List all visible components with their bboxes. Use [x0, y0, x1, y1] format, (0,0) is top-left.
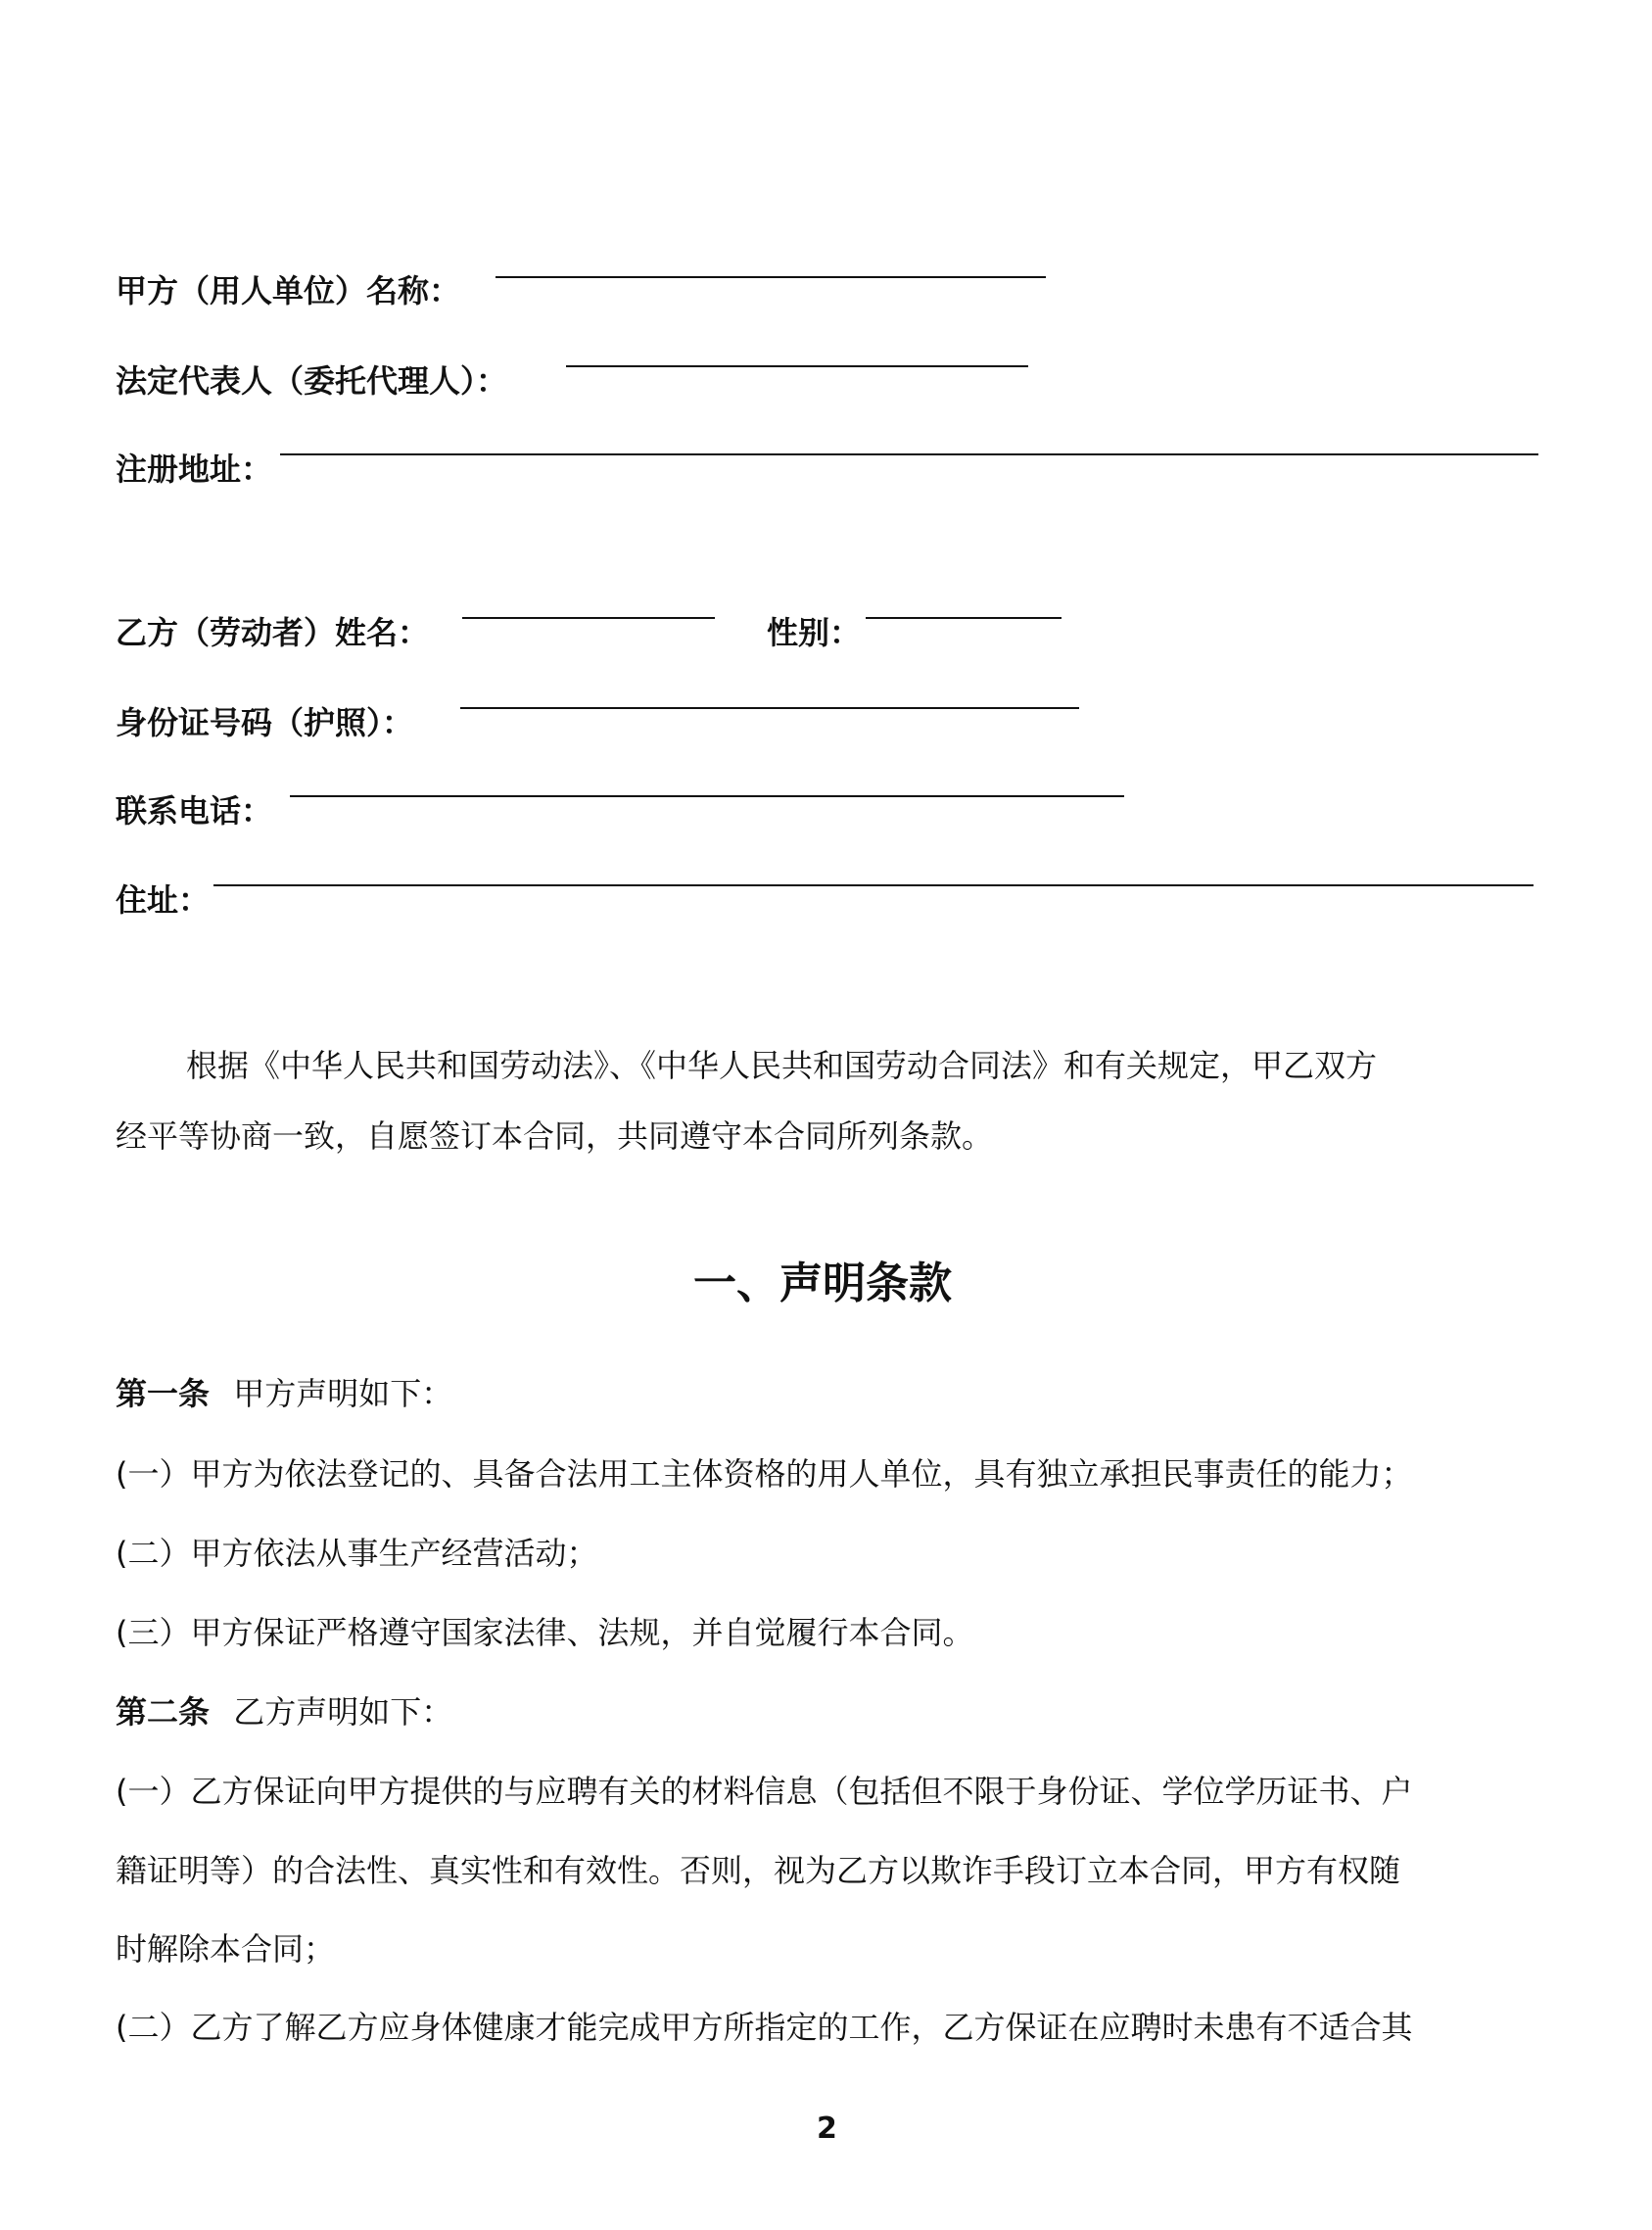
party-b-phone-field[interactable] — [290, 795, 1124, 797]
article-2-heading: 第二条 — [116, 1693, 211, 1731]
article-1-text: 甲方声明如下： — [233, 1375, 453, 1412]
party-a-address-label: 注册地址： — [116, 451, 273, 488]
party-b-gender-label: 性别： — [767, 614, 862, 651]
party-b-id-label: 身份证号码（护照）： — [116, 704, 414, 741]
party-a-name-label: 甲方（用人单位）名称： — [116, 272, 461, 309]
intro-line-1: 根据《中华人民共和国劳动法》、《中华人民共和国劳动合同法》和有关规定，甲乙双方 — [186, 1047, 1378, 1084]
section-title: 一、声明条款 — [693, 1258, 952, 1308]
party-a-name-field[interactable] — [496, 276, 1046, 278]
article-1-item-1: (一）甲方为依法登记的、具备合法用工主体资格的用人单位，具有独立承担民事责任的能力； — [116, 1455, 1413, 1493]
article-2 — [116, 1692, 452, 1732]
article-2-item-1-line-2: 籍证明等）的合法性、真实性和有效性。否则，视为乙方以欺诈手段订立本合同，甲方有权随 — [116, 1852, 1401, 1889]
party-b-address-field[interactable] — [213, 884, 1534, 886]
article-1-item-3: (三）甲方保证严格遵守国家法律、法规，并自觉履行本合同。 — [116, 1614, 974, 1651]
party-b-id-field[interactable] — [460, 707, 1079, 709]
party-a-rep-label: 法定代表人（委托代理人）： — [116, 362, 508, 400]
intro-line-2: 经平等协商一致，自愿签订本合同，共同遵守本合同所列条款。 — [116, 1117, 994, 1155]
article-1 — [116, 1374, 452, 1413]
party-a-rep-field[interactable] — [566, 365, 1028, 367]
party-b-gender-field[interactable] — [866, 617, 1062, 619]
party-a-address-field[interactable] — [280, 453, 1538, 455]
page-number: 2 — [817, 2111, 837, 2146]
article-1-heading: 第一条 — [116, 1375, 211, 1412]
article-2-item-1-line-3: 时解除本合同； — [116, 1930, 336, 1968]
article-2-text: 乙方声明如下： — [233, 1693, 453, 1731]
party-b-name-label: 乙方（劳动者）姓名： — [116, 614, 430, 651]
article-2-item-1-line-1: (一）乙方保证向甲方提供的与应聘有关的材料信息（包括但不限于身份证、学位学历证书、户 — [116, 1773, 1413, 1810]
party-b-name-field[interactable] — [462, 617, 715, 619]
party-b-phone-label: 联系电话： — [116, 792, 273, 830]
party-b-address-label: 住址： — [116, 881, 211, 919]
article-2-item-2-line-1: (二）乙方了解乙方应身体健康才能完成甲方所指定的工作，乙方保证在应聘时未患有不适合其 — [116, 2009, 1413, 2046]
article-1-item-2: (二）甲方依法从事生产经营活动； — [116, 1535, 598, 1572]
